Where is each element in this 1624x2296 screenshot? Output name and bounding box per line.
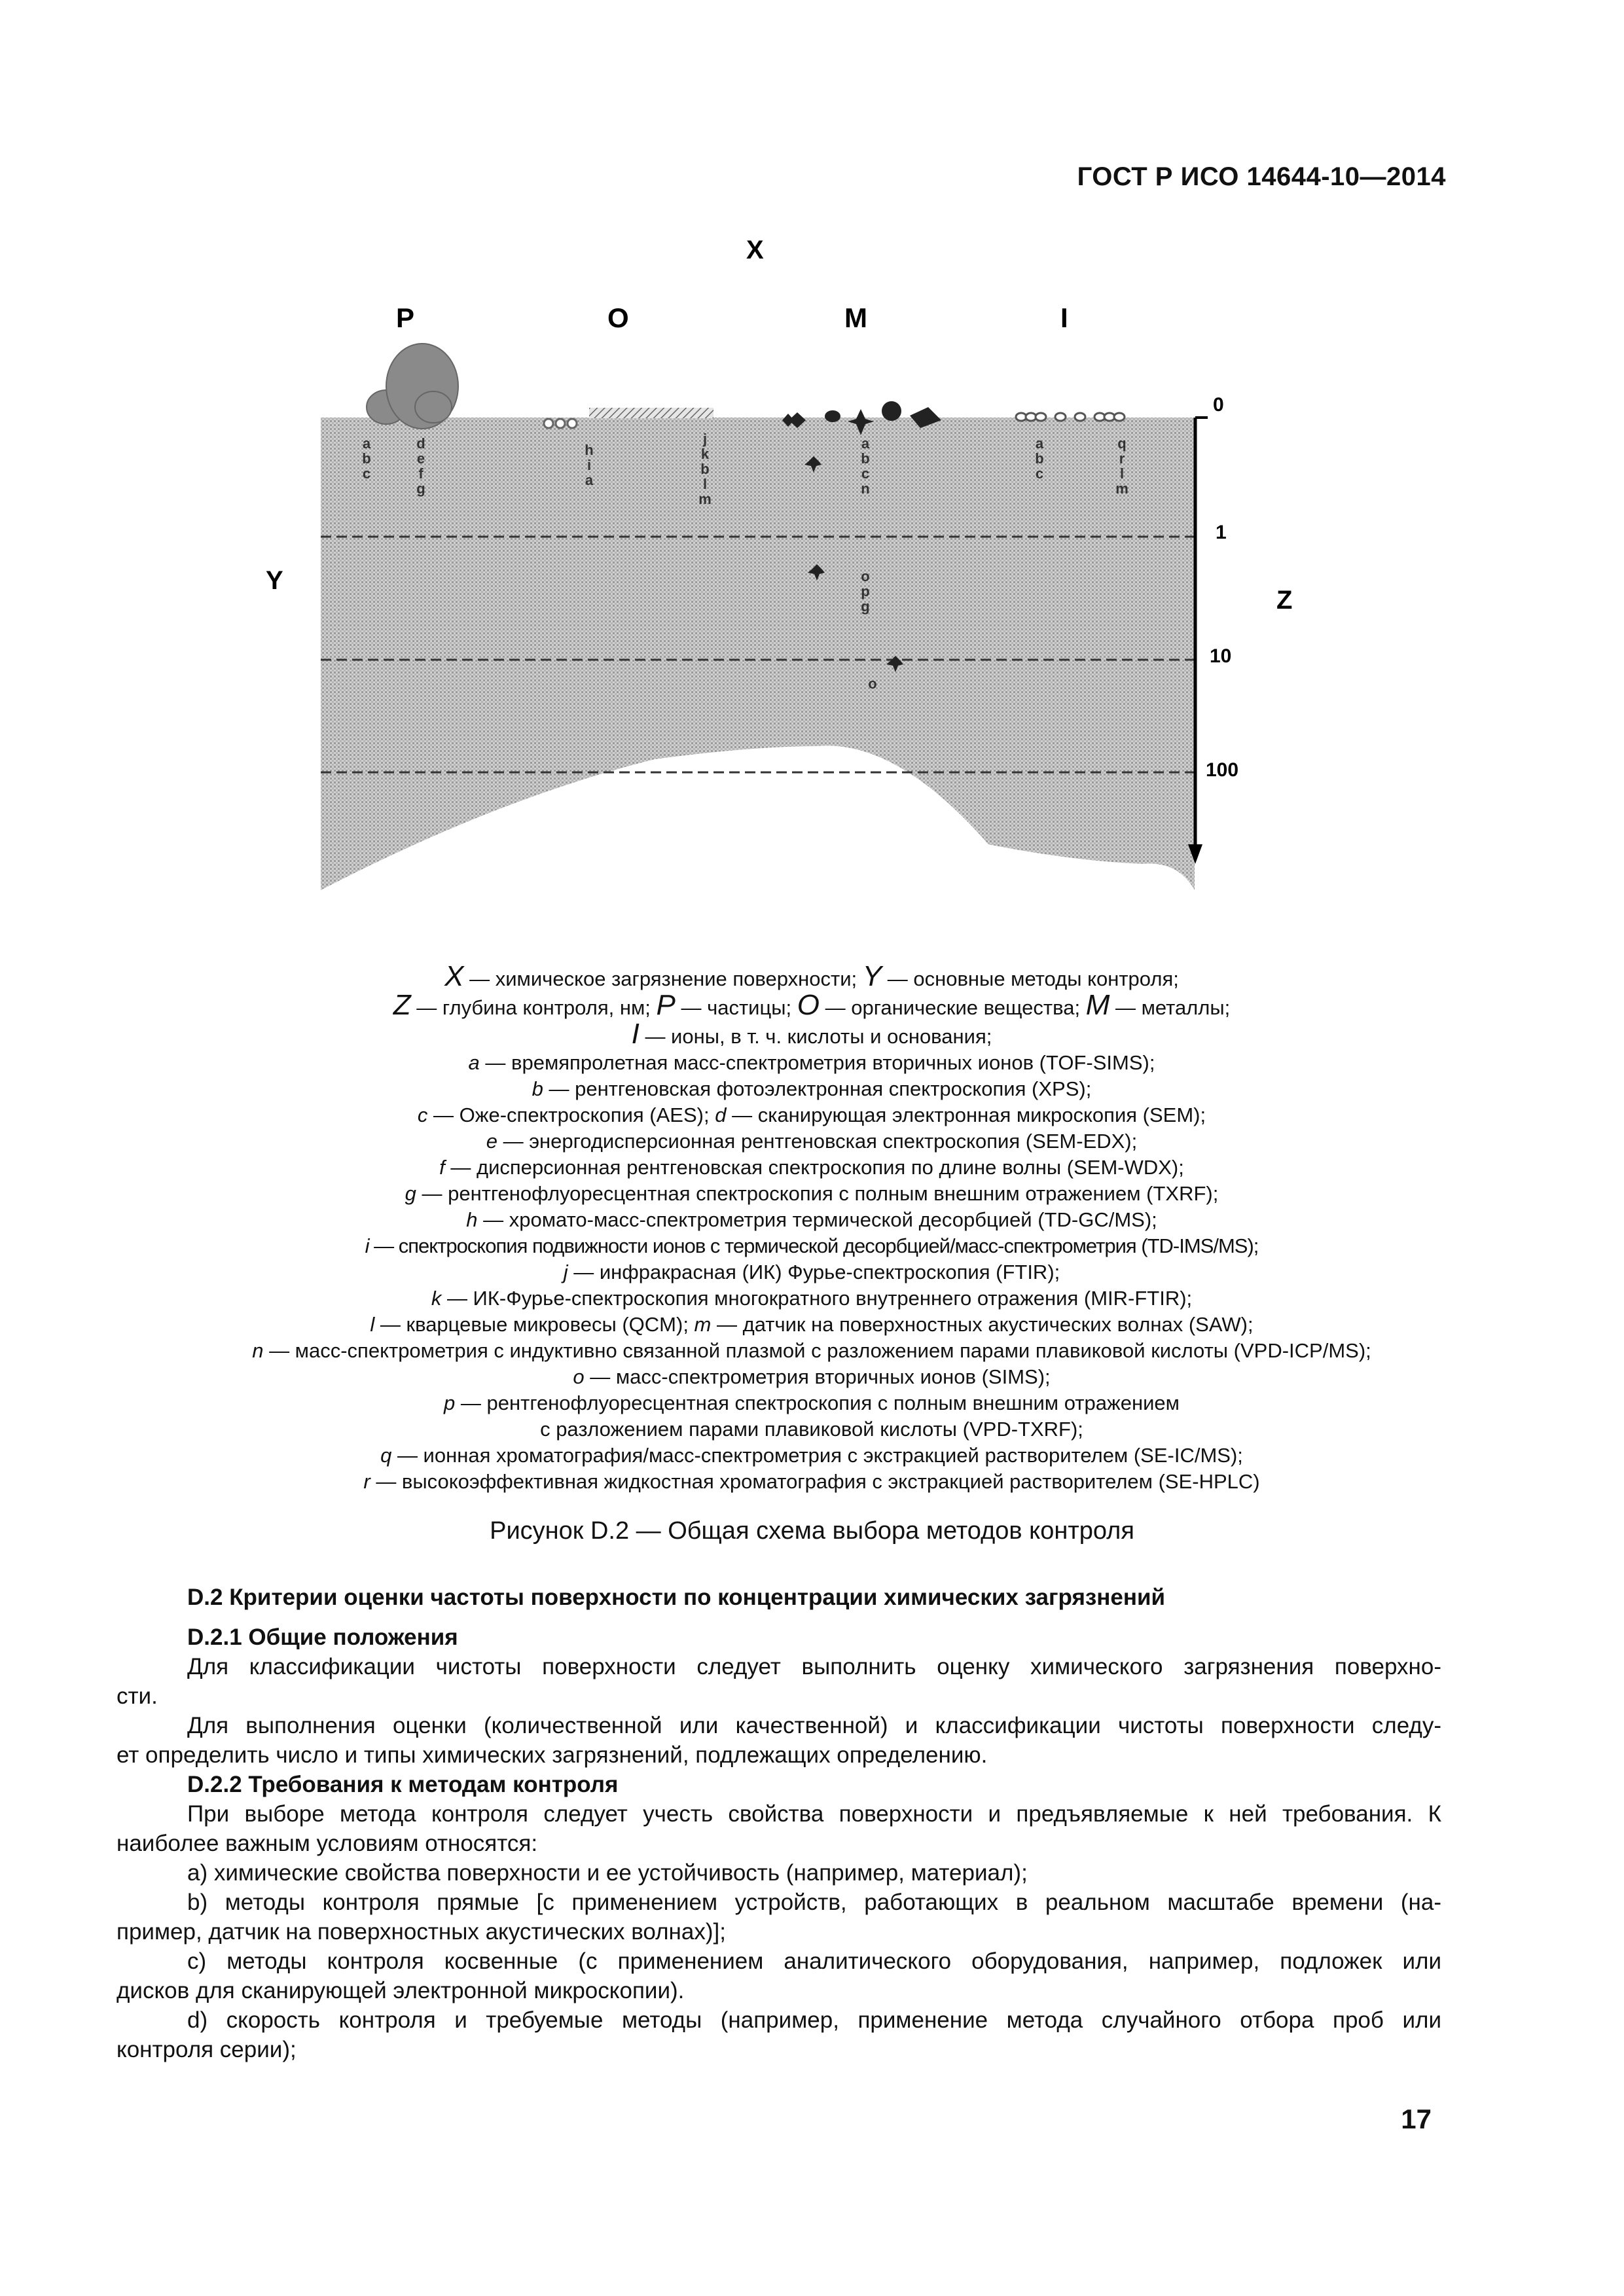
legend-item-c-d: c — Оже-спектроскопия (AES); d — сканирующая электронная микроскопия (SEM); (417, 1103, 1206, 1126)
organic-film (589, 408, 713, 418)
method-col-o2-m: m (698, 491, 712, 507)
method-col-m2-o: o (861, 568, 870, 584)
substrate-region (321, 418, 1195, 890)
legend-item-e: e — энергодисперсионная рентгеновская спектроскопия (SEM-EDX); (486, 1130, 1138, 1153)
legend-item-p: p — рентгенофлуоресцентная спектроскопия с полным внешним отражением (444, 1391, 1180, 1414)
method-col-m2-p: p (861, 583, 870, 600)
heading-d21: D.2.1 Общие положения (187, 1624, 458, 1650)
legend-item-r: r — высокоэффективная жидкостная хроматография с экстракцией растворителем (SE-HPLC) (363, 1470, 1260, 1493)
paragraph-1a: Для классификации чистоты поверхности следует выполнить оценку химического загрязнения поверхно- (187, 1654, 1441, 1679)
heading-d2: D.2 Критерии оценки частоты поверхности по концентрации химических загрязнений (187, 1585, 1166, 1610)
depth-tick-label-100: 100 (1206, 759, 1239, 781)
method-selection-diagram (236, 236, 1348, 916)
method-col-p1-a: a (362, 435, 371, 452)
list-item-a: а) химические свойства поверхности и ее устойчивость (например, материал); (187, 1860, 1028, 1886)
category-i: I (1060, 302, 1068, 333)
legend-item-h: h — хромато-масс-спектрометрия термической десорбцией (TD-GC/MS); (466, 1208, 1157, 1231)
legend-line-1: X — химическое загрязнение поверхности; Y — основные методы контроля; (444, 960, 1179, 992)
method-col-m1-b: b (861, 450, 870, 467)
method-col-m2-g: g (861, 598, 870, 615)
list-item-c1: c) методы контроля косвенные (с применением аналитического оборудования, например, подложек или (187, 1948, 1441, 1974)
legend-item-f: f — дисперсионная рентгеновская спектроскопия по длине волны (SEM-WDX); (439, 1156, 1184, 1179)
depth-tick-label-1: 1 (1216, 522, 1227, 543)
body-text (117, 1583, 1441, 2064)
legend-item-j: j — инфракрасная (ИК) Фурье-спектроскопия (FTIR); (563, 1261, 1060, 1283)
legend-item-n: n — масс-спектрометрия с индуктивно связанной плазмой с разложением парами плавиковой кислоты (VPD-ICP/MS); (252, 1339, 1371, 1362)
method-col-o2-l: l (702, 476, 708, 492)
heading-d22: D.2.2 Требования к методам контроля (187, 1772, 619, 1797)
method-col-p2-d: d (416, 435, 425, 452)
method-col-i2-m: m (1115, 480, 1128, 497)
method-col-m1-c: c (861, 465, 870, 482)
figure-caption: Рисунок D.2 — Общая схема выбора методов контроля (490, 1517, 1134, 1545)
method-col-p2-g: g (416, 480, 425, 497)
figure-legend (131, 960, 1492, 1495)
legend-item-k: k — ИК-Фурье-спектроскопия многократного внутреннего отражения (MIR-FTIR); (431, 1287, 1193, 1310)
axis-z-label: Z (1276, 586, 1293, 615)
axis-x-label: X (746, 236, 764, 264)
legend-item-a: a — времяпролетная масс-спектрометрия вторичных ионов (TOF-SIMS); (468, 1051, 1155, 1074)
list-item-d1: d) скорость контроля и требуемые методы (например, применение метода случайного отбора проб или (187, 2007, 1441, 2033)
method-col-i1-a: a (1035, 435, 1044, 452)
legend-item-i: i — спектроскопия подвижности ионов с термической десорбцией/масс-спектрометрия (TD-IMS/MS); (365, 1234, 1259, 1257)
method-col-o1-h: h (585, 442, 594, 458)
paragraph-2b: ет определить число и типы химических загрязнений, подлежащих определению. (117, 1742, 988, 1768)
method-col-o2-b: b (700, 461, 710, 477)
paragraph-1b: сти. (117, 1683, 158, 1709)
category-o: O (607, 302, 629, 333)
depth-tick-label-10: 10 (1210, 645, 1232, 667)
list-item-b1: b) методы контроля прямые [с применением устройств, работающих в реальном масштабе времени (на- (187, 1890, 1441, 1915)
page-number: 17 (1401, 2104, 1432, 2134)
list-item-d2: контроля серии); (117, 2037, 297, 2062)
method-col-p2-e: e (416, 450, 425, 467)
list-item-c2: дисков для сканирующей электронной микроскопии). (117, 1978, 685, 2003)
method-col-i1-c: c (1035, 465, 1044, 482)
document-header: ГОСТ Р ИСО 14644-10—2014 (1077, 162, 1446, 191)
paragraph-3a: При выборе метода контроля следует учесть свойства поверхности и предъявляемые к ней требования. К (187, 1801, 1441, 1827)
method-col-i2-r: r (1119, 450, 1125, 467)
method-col-i2-q: q (1117, 435, 1127, 452)
legend-item-l-m: l — кварцевые микровесы (QCM); m — датчик на поверхностных акустических волнах (SAW); (370, 1313, 1254, 1336)
legend-item-g: g — рентгенофлуоресцентная спектроскопия с полным внешним отражением (TXRF); (405, 1182, 1219, 1205)
paragraph-3b: наиболее важным условиям относятся: (117, 1831, 538, 1856)
legend-item-p-cont: с разложением парами плавиковой кислоты (VPD-TXRF); (540, 1418, 1083, 1441)
depth-tick-label-0: 0 (1213, 394, 1224, 416)
particle-cluster (367, 344, 458, 429)
method-col-m3-o: o (868, 675, 877, 692)
method-col-m1-a: a (861, 435, 870, 452)
legend-line-3: I — ионы, в т. ч. кислоты и основания; (631, 1018, 992, 1050)
method-col-i2-l: l (1119, 465, 1125, 482)
legend-item-b: b — рентгеновская фотоэлектронная спектроскопия (XPS); (532, 1077, 1092, 1100)
category-p: P (396, 302, 415, 333)
paragraph-2a: Для выполнения оценки (количественной или качественной) и классификации чистоты поверхности следу- (187, 1713, 1441, 1738)
organic-droplets (544, 419, 577, 428)
list-item-b2: пример, датчик на поверхностных акустических волнах)]; (117, 1919, 726, 1945)
method-col-i1-b: b (1035, 450, 1044, 467)
method-col-p1-b: b (362, 450, 371, 467)
method-col-p1-c: c (362, 465, 371, 482)
method-col-o1-a: a (585, 472, 594, 488)
category-m: M (844, 302, 867, 333)
method-col-o1-i: i (586, 457, 592, 473)
legend-item-q: q — ионная хроматография/масс-спектрометрия с экстракцией растворителем (SE-IC/MS); (380, 1444, 1243, 1467)
axis-y-label: Y (266, 566, 283, 595)
method-col-m1-n: n (861, 480, 870, 497)
legend-line-2: Z — глубина контроля, нм; P — частицы; O — органические вещества; M — металлы; (393, 989, 1231, 1021)
legend-item-o: o — масс-спектрометрия вторичных ионов (SIMS); (573, 1365, 1051, 1388)
method-col-o2-k: k (700, 446, 710, 462)
method-col-p2-f: f (418, 465, 424, 482)
method-col-o2-j: j (702, 431, 708, 447)
